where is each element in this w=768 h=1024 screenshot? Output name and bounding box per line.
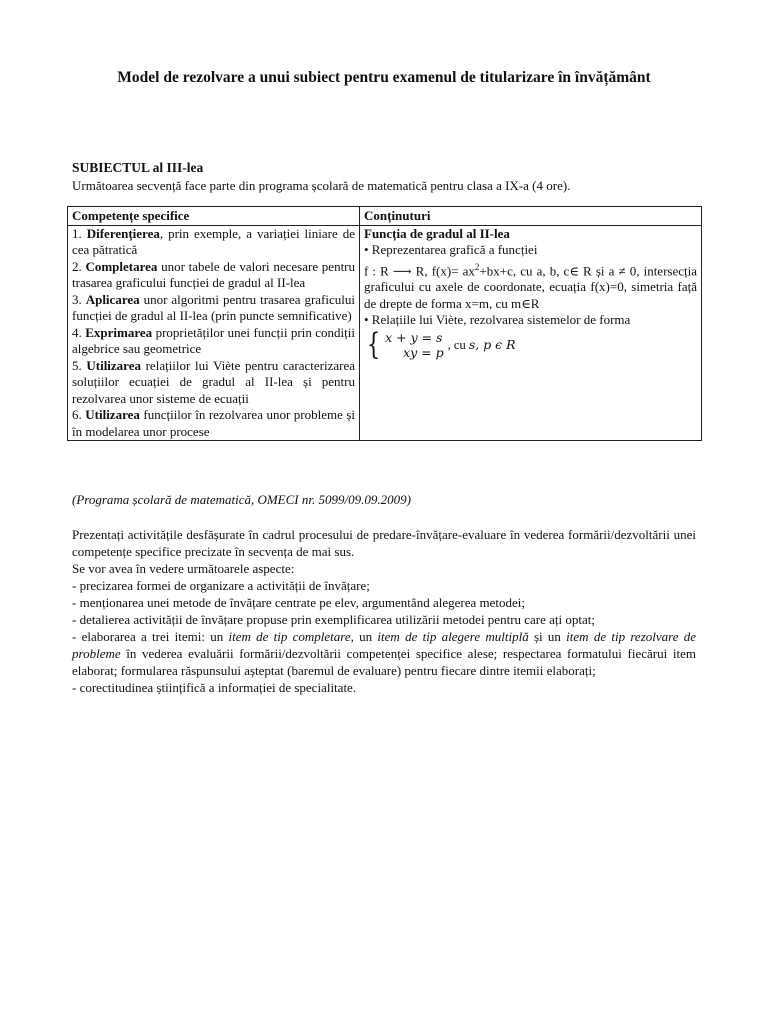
document-title: Model de rezolvare a unui subiect pentru examenul de titularizare în învățământ [117,69,651,86]
exponent: 2 [474,261,480,272]
function-definition: f : R ⟶ R, f(x)= ax [364,262,475,278]
competence-item [72,292,355,325]
aspect-text: în vederea evaluării formării/dezvoltării competenței specifice alese; respectarea formatului fiecărui item elaborat; formularea răspunsului așteptat (baremul de evaluare) pentru fiecare dintre itemii elaborați; [72,646,696,678]
competence-number: 4. [72,324,86,340]
competences-cell [68,225,360,441]
competence-number: 1. [72,225,87,241]
subject-heading: SUBIECTUL al III-lea [72,160,204,175]
competence-verb: Completarea [85,258,158,274]
content-item: • Reprezentarea grafică a funcției [364,242,538,257]
competence-item [72,325,355,358]
competence-item [72,226,355,259]
source-caption: (Programa școlară de matematică, OMECI nr. 5099/09.09.2009) [72,492,411,507]
competence-text: funcțiilor în rezolvarea unor probleme și în modelarea unor procese [72,407,356,439]
competence-text: relațiilor lui Viète pentru caracterizarea soluțiilor ecuației de gradul al II-lea și pentru rezolvarea unor sisteme de ecuații [72,357,355,406]
aspect-item: - detalierea activității de învățare propuse prin exemplificarea utilizării metodei pentru care ați optat; [72,612,596,627]
aspect-text: , un [350,629,378,644]
competence-text: unor algoritmi pentru trasarea graficului funcției de gradul al II-lea (prin puncte semnificative) [72,291,355,323]
aspect-italic: item de tip alegere multiplă [377,629,529,644]
aspect-italic: item de tip rezolvare de probleme [72,629,697,661]
content-title: Funcția de gradul al II-lea [364,225,510,241]
task-body [72,526,696,696]
aspects-intro: Se vor avea în vedere următoarele aspecte: [72,561,295,576]
condition-math: s, p ϵ R [468,336,516,352]
equation-system [364,326,697,362]
competence-text: unor tabele de valori necesare pentru trasarea graficului funcției de gradul al II-lea [72,258,356,290]
competence-item [72,259,355,292]
competences-header: Competențe specifice [68,207,360,226]
aspect-item: - precizarea formei de organizare a activității de învățare; [72,578,370,593]
competence-verb: Aplicarea [85,291,140,307]
competence-verb: Utilizarea [85,407,140,422]
competence-number: 3. [72,291,86,307]
content-item: • Relațiile lui Viète, rezolvarea sistemelor de forma [364,312,631,328]
equation-1: x + y = s [385,329,443,345]
content-item [364,259,697,313]
aspect-item [72,628,696,679]
competence-number: 2. [72,258,86,274]
table-row [68,225,702,441]
aspect-item: - menționarea unei metode de învățare centrate pe elev, argumentând alegerea metodei; [72,595,525,610]
aspect-item: - corectitudinea științifică a informației de specialitate. [72,680,357,695]
function-definition-rest: +bx+c, cu a, b, c∈ R și a ≠ 0, intersecția graficului cu axele de coordonate, ecuația f(x)=0, simetria față de drepte de forma x=m, cu m∈R [364,262,697,311]
curriculum-table [67,206,702,441]
competence-item [72,358,355,408]
contents-cell [360,225,702,441]
table-header-row [68,207,702,226]
competence-verb: Exprimarea [85,324,153,340]
equation-2: xy = p [403,344,444,360]
competence-text: , prin exemple, a variației liniare de cea pătratică [72,225,355,257]
competence-text: proprietăților unei funcții prin condiții algebrice sau geometrice [72,324,356,356]
competence-number: 5. [72,357,87,373]
brace-symbol: { [366,326,381,362]
aspect-italic: item de tip completare [228,629,351,644]
equation-condition [448,337,516,354]
aspect-text: - elaborarea a trei itemi: un [72,629,229,644]
contents-header: Conținuturi [360,207,702,226]
competence-item [72,407,355,440]
equations [385,330,444,360]
competence-number: 6. [72,407,86,422]
condition-prefix: , cu [447,337,469,352]
competence-verb: Utilizarea [86,357,141,373]
aspect-text: și un [528,629,567,644]
intro-text: Următoarea secvență face parte din programa școlară de matematică pentru clasa a IX-a (4 ore). [72,178,571,193]
task-paragraph: Prezentați activitățile desfășurate în cadrul procesului de predare-învățare-evaluare în vederea formării/dezvoltării unei competențe specifice precizate în secvența de mai sus. [72,527,696,559]
competence-verb: Diferențierea [86,225,160,241]
